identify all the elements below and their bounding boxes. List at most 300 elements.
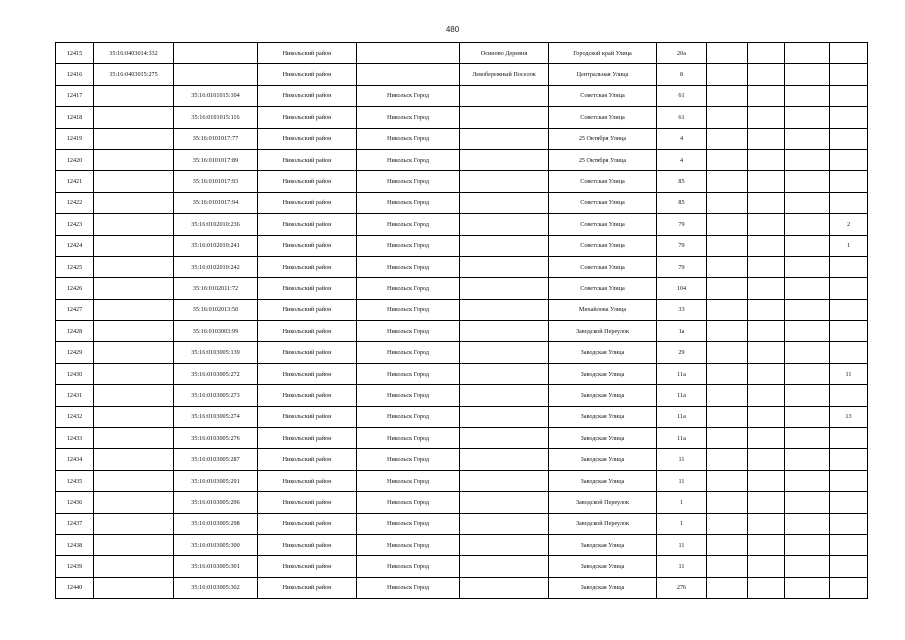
district-cell: Никольский район — [258, 534, 357, 555]
district-cell: Никольский район — [258, 107, 357, 128]
empty-cell — [785, 534, 830, 555]
cadastral-number-cell: 35:16:0103005:287 — [174, 449, 258, 470]
locality-cell — [460, 149, 549, 170]
apartment-number-cell — [830, 171, 868, 192]
settlement-cell: Никольск Город — [357, 577, 460, 598]
empty-cell — [707, 128, 748, 149]
row-number-cell: 12426 — [56, 278, 94, 299]
table-row — [56, 107, 868, 128]
district-cell: Никольский район — [258, 363, 357, 384]
row-number-cell: 12419 — [56, 128, 94, 149]
empty-cell — [785, 513, 830, 534]
empty-cell — [748, 85, 785, 106]
locality-cell — [460, 171, 549, 192]
locality-cell — [460, 235, 549, 256]
street-cell: Заводская Улица — [549, 470, 657, 491]
cadastral-number-cell — [94, 470, 174, 491]
settlement-cell: Никольск Город — [357, 385, 460, 406]
apartment-number-cell — [830, 556, 868, 577]
empty-cell — [707, 577, 748, 598]
empty-cell — [707, 278, 748, 299]
row-number-cell: 12434 — [56, 449, 94, 470]
row-number-cell: 12418 — [56, 107, 94, 128]
empty-cell — [785, 128, 830, 149]
house-number-cell: 1а — [657, 321, 707, 342]
cadastral-number-cell: 35:16:0102010:242 — [174, 256, 258, 277]
cadastral-number-cell — [94, 556, 174, 577]
cadastral-number-cell: 35:16:0101017:93 — [174, 171, 258, 192]
table-row — [56, 192, 868, 213]
settlement-cell: Никольск Город — [357, 149, 460, 170]
locality-cell — [460, 492, 549, 513]
settlement-cell: Никольск Город — [357, 278, 460, 299]
cadastral-number-cell: 35:16:0102010:241 — [174, 235, 258, 256]
house-number-cell: 11а — [657, 406, 707, 427]
table-row — [56, 492, 868, 513]
cadastral-number-cell: 35:16:0101015:104 — [174, 85, 258, 106]
empty-cell — [707, 363, 748, 384]
row-number-cell: 12432 — [56, 406, 94, 427]
row-number-cell: 12415 — [56, 43, 94, 64]
street-cell: Советская Улица — [549, 214, 657, 235]
street-cell: Заводская Улица — [549, 534, 657, 555]
house-number-cell: 4 — [657, 149, 707, 170]
empty-cell — [785, 577, 830, 598]
district-cell: Никольский район — [258, 470, 357, 491]
empty-cell — [785, 299, 830, 320]
apartment-number-cell — [830, 385, 868, 406]
house-number-cell: 1 — [657, 492, 707, 513]
cadastral-number-cell — [94, 235, 174, 256]
cadastral-number-cell: 35:16:0103005:300 — [174, 534, 258, 555]
apartment-number-cell — [830, 492, 868, 513]
settlement-cell — [357, 43, 460, 64]
cadastral-number-cell: 35:16:0103003:99 — [174, 321, 258, 342]
street-cell: Советская Улица — [549, 171, 657, 192]
empty-cell — [748, 235, 785, 256]
empty-cell — [785, 470, 830, 491]
settlement-cell: Никольск Город — [357, 192, 460, 213]
apartment-number-cell: 11 — [830, 363, 868, 384]
row-number-cell: 12431 — [56, 385, 94, 406]
cadastral-number-cell — [94, 342, 174, 363]
house-number-cell: 11а — [657, 385, 707, 406]
street-cell: 25 Октября Улица — [549, 149, 657, 170]
apartment-number-cell: 13 — [830, 406, 868, 427]
apartment-number-cell — [830, 513, 868, 534]
locality-cell: Левобережный Поселок — [460, 64, 549, 85]
cadastral-number-cell: 35:16:0103005:296 — [174, 492, 258, 513]
empty-cell — [707, 513, 748, 534]
locality-cell — [460, 107, 549, 128]
empty-cell — [748, 171, 785, 192]
cadastral-number-cell — [94, 534, 174, 555]
row-number-cell: 12417 — [56, 85, 94, 106]
settlement-cell: Никольск Город — [357, 470, 460, 491]
table-row — [56, 406, 868, 427]
row-number-cell: 12416 — [56, 64, 94, 85]
district-cell: Никольский район — [258, 428, 357, 449]
house-number-cell: 79 — [657, 235, 707, 256]
district-cell: Никольский район — [258, 449, 357, 470]
empty-cell — [785, 492, 830, 513]
cadastral-number-cell — [94, 128, 174, 149]
cadastral-number-cell: 35:16:0102013:50 — [174, 299, 258, 320]
district-cell: Никольский район — [258, 85, 357, 106]
street-cell: Заводской Переулок — [549, 492, 657, 513]
apartment-number-cell: 2 — [830, 214, 868, 235]
empty-cell — [707, 534, 748, 555]
page-number: 480 — [445, 25, 460, 34]
settlement-cell: Никольск Город — [357, 214, 460, 235]
empty-cell — [707, 299, 748, 320]
empty-cell — [785, 214, 830, 235]
locality-cell — [460, 449, 549, 470]
street-cell: Михайлова Улица — [549, 299, 657, 320]
empty-cell — [785, 278, 830, 299]
locality-cell — [460, 577, 549, 598]
cadastral-number-cell: 35:16:0103005:272 — [174, 363, 258, 384]
empty-cell — [785, 43, 830, 64]
street-cell: Советская Улица — [549, 256, 657, 277]
apartment-number-cell — [830, 449, 868, 470]
settlement-cell — [357, 64, 460, 85]
table-row — [56, 299, 868, 320]
row-number-cell: 12436 — [56, 492, 94, 513]
house-number-cell: 11 — [657, 449, 707, 470]
empty-cell — [785, 192, 830, 213]
apartment-number-cell — [830, 192, 868, 213]
locality-cell — [460, 428, 549, 449]
cadastral-number-cell: 35:16:0103005:302 — [174, 577, 258, 598]
settlement-cell: Никольск Город — [357, 128, 460, 149]
house-number-cell: 11 — [657, 556, 707, 577]
locality-cell — [460, 406, 549, 427]
table-row — [56, 342, 868, 363]
cadastral-number-cell: 35:16:0403015:275 — [94, 64, 174, 85]
table-row — [56, 85, 868, 106]
district-cell: Никольский район — [258, 149, 357, 170]
locality-cell — [460, 192, 549, 213]
table-row — [56, 235, 868, 256]
cadastral-number-cell: 35:16:0101015:116 — [174, 107, 258, 128]
cadastral-number-cell — [94, 428, 174, 449]
house-number-cell: 33 — [657, 299, 707, 320]
row-number-cell: 12425 — [56, 256, 94, 277]
empty-cell — [707, 428, 748, 449]
settlement-cell: Никольск Город — [357, 299, 460, 320]
cadastral-number-cell: 35:16:0101017:94 — [174, 192, 258, 213]
house-number-cell: 4 — [657, 128, 707, 149]
address-registry-table — [55, 42, 868, 599]
apartment-number-cell: 1 — [830, 235, 868, 256]
row-number-cell: 12440 — [56, 577, 94, 598]
settlement-cell: Никольск Город — [357, 363, 460, 384]
apartment-number-cell — [830, 85, 868, 106]
empty-cell — [707, 385, 748, 406]
cadastral-number-cell — [94, 149, 174, 170]
empty-cell — [748, 406, 785, 427]
locality-cell — [460, 256, 549, 277]
empty-cell — [785, 321, 830, 342]
district-cell: Никольский район — [258, 43, 357, 64]
empty-cell — [707, 449, 748, 470]
house-number-cell: 276 — [657, 577, 707, 598]
empty-cell — [707, 342, 748, 363]
empty-cell — [707, 256, 748, 277]
apartment-number-cell — [830, 43, 868, 64]
district-cell: Никольский район — [258, 192, 357, 213]
empty-cell — [707, 171, 748, 192]
empty-cell — [785, 85, 830, 106]
apartment-number-cell — [830, 278, 868, 299]
empty-cell — [707, 107, 748, 128]
row-number-cell: 12433 — [56, 428, 94, 449]
cadastral-number-cell — [94, 406, 174, 427]
apartment-number-cell — [830, 470, 868, 491]
empty-cell — [748, 363, 785, 384]
empty-cell — [748, 64, 785, 85]
house-number-cell: 11 — [657, 534, 707, 555]
empty-cell — [785, 64, 830, 85]
empty-cell — [707, 214, 748, 235]
empty-cell — [748, 385, 785, 406]
empty-cell — [748, 449, 785, 470]
street-cell: 25 Октября Улица — [549, 128, 657, 149]
locality-cell — [460, 214, 549, 235]
district-cell: Никольский район — [258, 64, 357, 85]
district-cell: Никольский район — [258, 321, 357, 342]
empty-cell — [707, 85, 748, 106]
empty-cell — [785, 428, 830, 449]
cadastral-number-cell — [94, 256, 174, 277]
street-cell: Заводская Улица — [549, 428, 657, 449]
cadastral-number-cell — [94, 449, 174, 470]
row-number-cell: 12422 — [56, 192, 94, 213]
empty-cell — [785, 556, 830, 577]
locality-cell — [460, 321, 549, 342]
street-cell: Городской край Улица — [549, 43, 657, 64]
cadastral-number-cell: 35:16:0101017:89 — [174, 149, 258, 170]
table-row — [56, 428, 868, 449]
row-number-cell: 12423 — [56, 214, 94, 235]
empty-cell — [785, 449, 830, 470]
empty-cell — [748, 299, 785, 320]
table-row — [56, 556, 868, 577]
table-row — [56, 385, 868, 406]
street-cell: Заводская Улица — [549, 406, 657, 427]
street-cell: Заводской Переулок — [549, 321, 657, 342]
locality-cell — [460, 85, 549, 106]
row-number-cell: 12437 — [56, 513, 94, 534]
table-body — [56, 43, 868, 599]
empty-cell — [748, 534, 785, 555]
table-row — [56, 149, 868, 170]
street-cell: Заводская Улица — [549, 363, 657, 384]
cadastral-number-cell — [94, 513, 174, 534]
table-row — [56, 256, 868, 277]
street-cell: Заводская Улица — [549, 449, 657, 470]
empty-cell — [748, 214, 785, 235]
house-number-cell: 1 — [657, 513, 707, 534]
row-number-cell: 12430 — [56, 363, 94, 384]
cadastral-number-cell — [94, 363, 174, 384]
street-cell: Заводская Улица — [549, 385, 657, 406]
row-number-cell: 12435 — [56, 470, 94, 491]
cadastral-number-cell — [94, 192, 174, 213]
cadastral-number-cell: 35:16:0103005:273 — [174, 385, 258, 406]
cadastral-number-cell: 35:16:0103005:139 — [174, 342, 258, 363]
locality-cell — [460, 513, 549, 534]
locality-cell — [460, 470, 549, 491]
house-number-cell: 20а — [657, 43, 707, 64]
cadastral-number-cell: 35:16:0102011:72 — [174, 278, 258, 299]
district-cell: Никольский район — [258, 128, 357, 149]
empty-cell — [748, 556, 785, 577]
cadastral-number-cell — [94, 299, 174, 320]
empty-cell — [748, 278, 785, 299]
cadastral-number-cell — [94, 85, 174, 106]
settlement-cell: Никольск Город — [357, 513, 460, 534]
settlement-cell: Никольск Город — [357, 342, 460, 363]
locality-cell — [460, 299, 549, 320]
street-cell: Заводская Улица — [549, 577, 657, 598]
empty-cell — [748, 107, 785, 128]
settlement-cell: Никольск Город — [357, 85, 460, 106]
cadastral-number-cell — [94, 214, 174, 235]
empty-cell — [785, 149, 830, 170]
row-number-cell: 12439 — [56, 556, 94, 577]
empty-cell — [707, 64, 748, 85]
cadastral-number-cell — [94, 107, 174, 128]
cadastral-number-cell: 35:16:0103005:274 — [174, 406, 258, 427]
empty-cell — [785, 107, 830, 128]
house-number-cell: 8 — [657, 64, 707, 85]
cadastral-number-cell: 35:16:0103005:301 — [174, 556, 258, 577]
table-row — [56, 128, 868, 149]
locality-cell — [460, 385, 549, 406]
house-number-cell: 85 — [657, 192, 707, 213]
table-row — [56, 64, 868, 85]
cadastral-number-cell: 35:16:0103005:276 — [174, 428, 258, 449]
district-cell: Никольский район — [258, 406, 357, 427]
table-row — [56, 363, 868, 384]
settlement-cell: Никольск Город — [357, 492, 460, 513]
table-row — [56, 321, 868, 342]
settlement-cell: Никольск Город — [357, 256, 460, 277]
street-cell: Заводская Улица — [549, 556, 657, 577]
empty-cell — [748, 342, 785, 363]
cadastral-number-cell: 35:16:0103005:291 — [174, 470, 258, 491]
empty-cell — [748, 43, 785, 64]
apartment-number-cell — [830, 149, 868, 170]
district-cell: Никольский район — [258, 214, 357, 235]
apartment-number-cell — [830, 534, 868, 555]
table-row — [56, 449, 868, 470]
locality-cell — [460, 342, 549, 363]
cadastral-number-cell — [94, 385, 174, 406]
locality-cell — [460, 534, 549, 555]
row-number-cell: 12420 — [56, 149, 94, 170]
district-cell: Никольский район — [258, 513, 357, 534]
cadastral-number-cell — [94, 577, 174, 598]
table-row — [56, 43, 868, 64]
apartment-number-cell — [830, 128, 868, 149]
locality-cell — [460, 278, 549, 299]
empty-cell — [707, 470, 748, 491]
cadastral-number-cell — [174, 43, 258, 64]
apartment-number-cell — [830, 577, 868, 598]
settlement-cell: Никольск Город — [357, 235, 460, 256]
settlement-cell: Никольск Город — [357, 556, 460, 577]
house-number-cell: 11 — [657, 470, 707, 491]
cadastral-number-cell: 35:16:0102010:236 — [174, 214, 258, 235]
table-row — [56, 278, 868, 299]
settlement-cell: Никольск Город — [357, 428, 460, 449]
locality-cell: Осиново Деревня — [460, 43, 549, 64]
empty-cell — [748, 192, 785, 213]
table-row — [56, 513, 868, 534]
table-row — [56, 171, 868, 192]
district-cell: Никольский район — [258, 278, 357, 299]
empty-cell — [748, 513, 785, 534]
district-cell: Никольский район — [258, 256, 357, 277]
apartment-number-cell — [830, 299, 868, 320]
street-cell: Советская Улица — [549, 192, 657, 213]
empty-cell — [785, 406, 830, 427]
house-number-cell: 11а — [657, 428, 707, 449]
empty-cell — [707, 556, 748, 577]
cadastral-number-cell — [174, 64, 258, 85]
apartment-number-cell — [830, 428, 868, 449]
street-cell: Заводской Переулок — [549, 513, 657, 534]
district-cell: Никольский район — [258, 171, 357, 192]
empty-cell — [748, 470, 785, 491]
empty-cell — [785, 235, 830, 256]
house-number-cell: 11а — [657, 363, 707, 384]
empty-cell — [748, 256, 785, 277]
empty-cell — [748, 149, 785, 170]
table-row — [56, 214, 868, 235]
house-number-cell: 61 — [657, 107, 707, 128]
district-cell: Никольский район — [258, 385, 357, 406]
apartment-number-cell — [830, 256, 868, 277]
locality-cell — [460, 556, 549, 577]
empty-cell — [748, 428, 785, 449]
table-row — [56, 534, 868, 555]
district-cell: Никольский район — [258, 299, 357, 320]
street-cell: Советская Улица — [549, 107, 657, 128]
settlement-cell: Никольск Город — [357, 449, 460, 470]
district-cell: Никольский район — [258, 492, 357, 513]
apartment-number-cell — [830, 321, 868, 342]
empty-cell — [785, 256, 830, 277]
empty-cell — [707, 149, 748, 170]
empty-cell — [785, 171, 830, 192]
row-number-cell: 12421 — [56, 171, 94, 192]
cadastral-number-cell: 35:16:0103005:298 — [174, 513, 258, 534]
empty-cell — [785, 385, 830, 406]
house-number-cell: 29 — [657, 342, 707, 363]
settlement-cell: Никольск Город — [357, 406, 460, 427]
empty-cell — [748, 128, 785, 149]
locality-cell — [460, 128, 549, 149]
house-number-cell: 85 — [657, 171, 707, 192]
settlement-cell: Никольск Город — [357, 171, 460, 192]
row-number-cell: 12429 — [56, 342, 94, 363]
cadastral-number-cell: 35:16:0101017:77 — [174, 128, 258, 149]
cadastral-number-cell — [94, 321, 174, 342]
